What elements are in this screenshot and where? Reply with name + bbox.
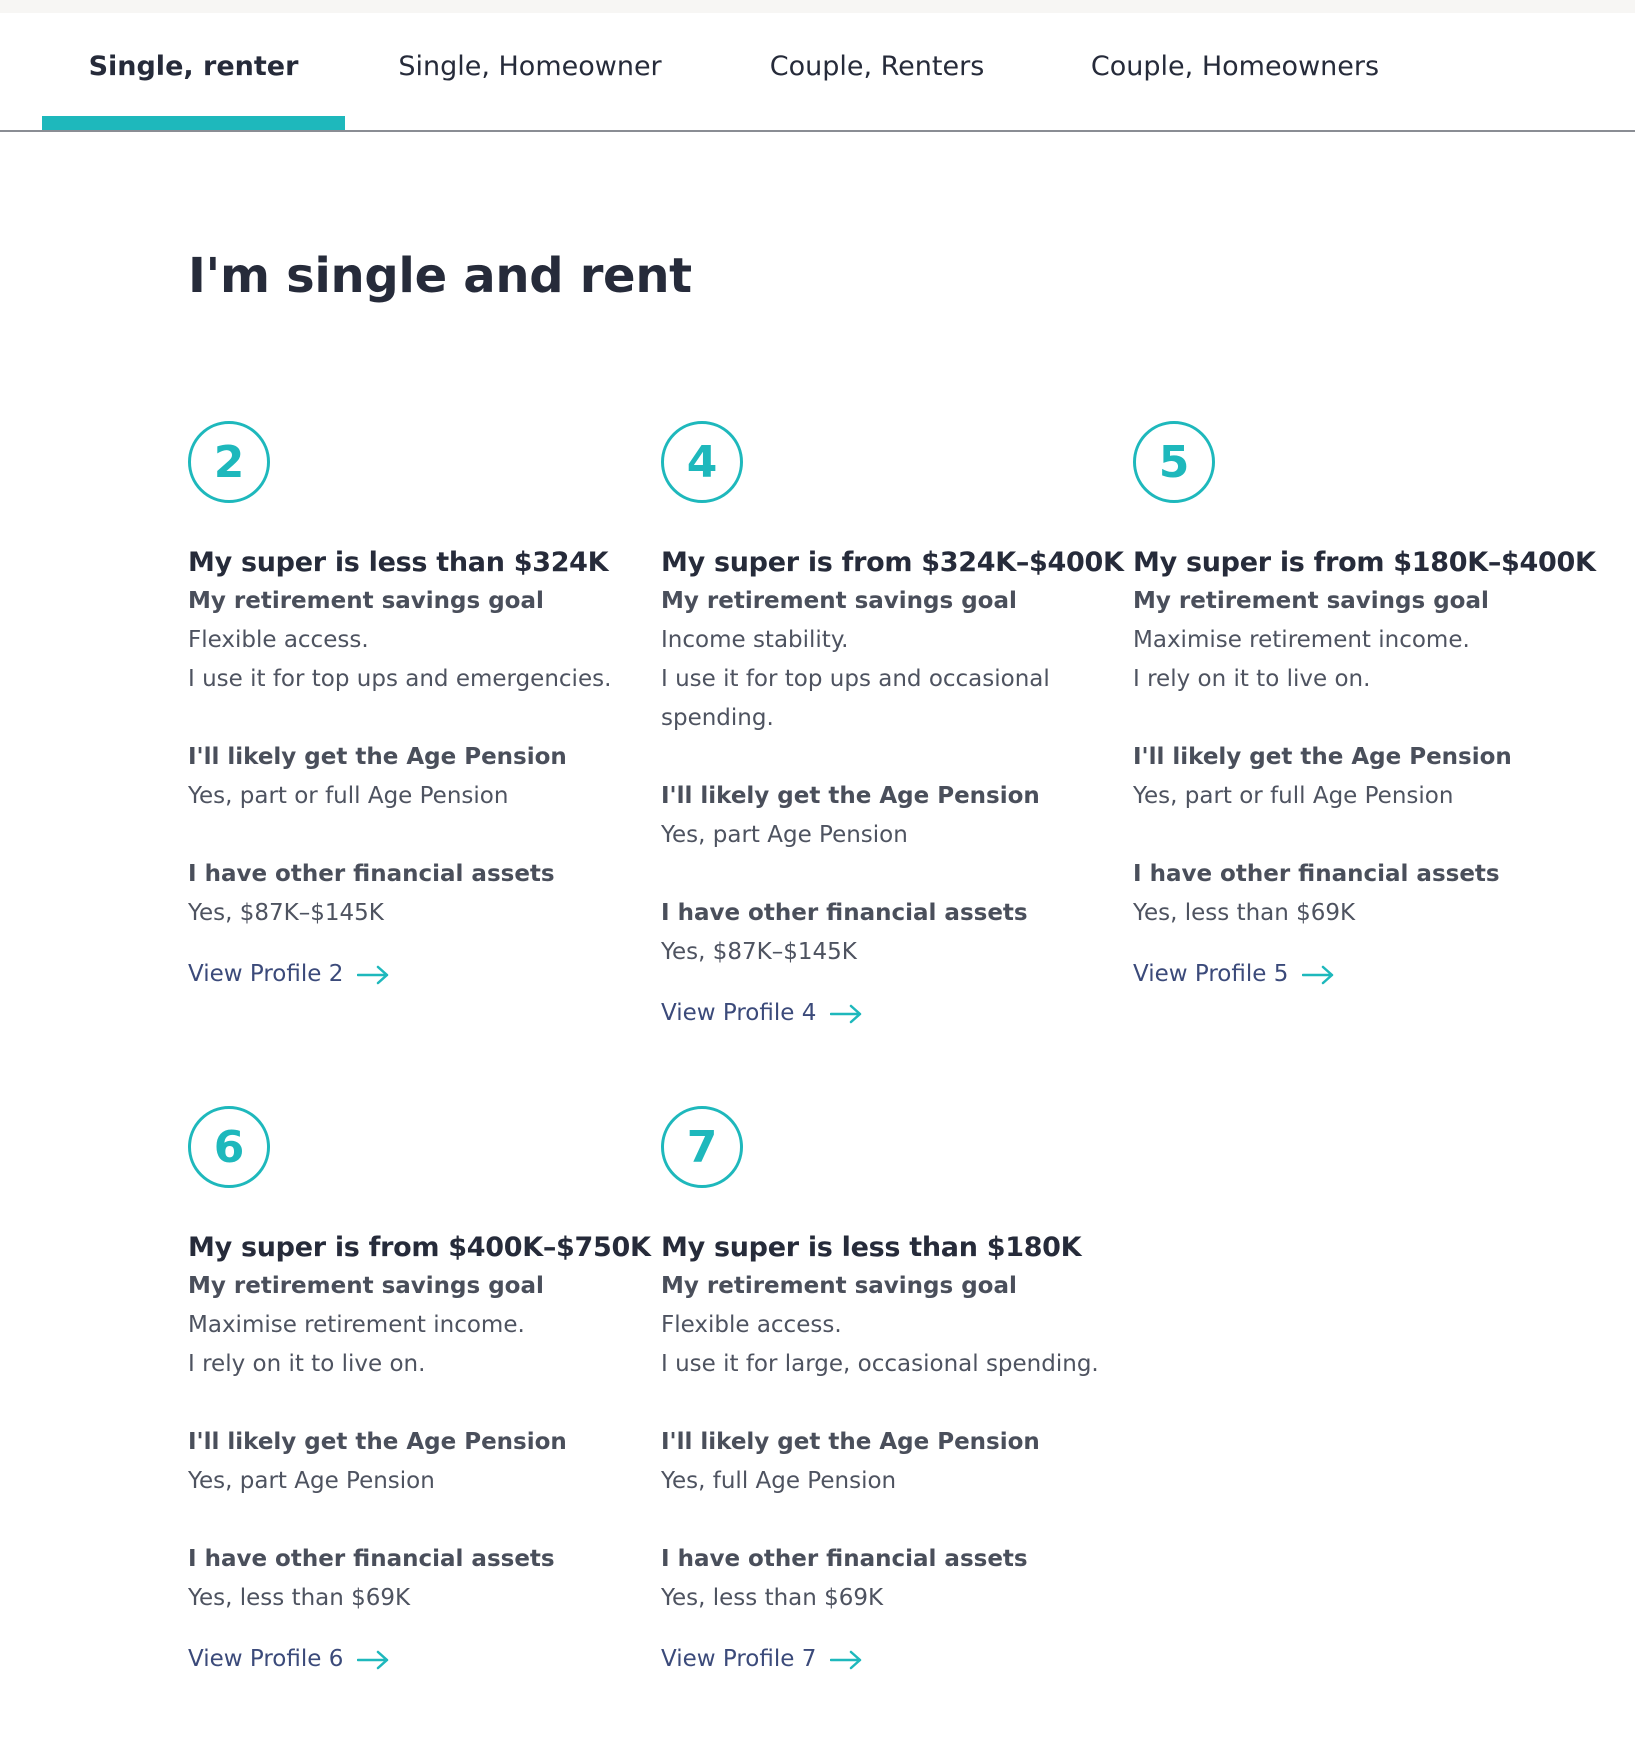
pension-label: I'll likely get the Age Pension xyxy=(1133,744,1512,770)
pension-label: I'll likely get the Age Pension xyxy=(188,744,567,770)
tab-label: Single, renter xyxy=(88,51,299,82)
profile-card-6 xyxy=(188,1106,651,1679)
assets-label: I have other financial assets xyxy=(661,1546,1028,1572)
pension-value: Yes, full Age Pension xyxy=(661,1468,897,1494)
profile-tabs xyxy=(0,13,1635,132)
pension-value: Yes, part Age Pension xyxy=(188,1468,435,1494)
profile-card-2 xyxy=(188,421,618,994)
super-range-title: My super is from $180K–$400K xyxy=(1133,547,1596,578)
arrow-right-icon xyxy=(1302,965,1334,985)
goal-line-1: Maximise retirement income. xyxy=(1133,627,1470,653)
pension-value: Yes, part or full Age Pension xyxy=(1133,783,1454,809)
pension-label: I'll likely get the Age Pension xyxy=(661,1429,1040,1455)
profile-number-badge: 4 xyxy=(661,421,743,503)
profile-number-badge: 6 xyxy=(188,1106,270,1188)
goal-label: My retirement savings goal xyxy=(188,1273,544,1299)
tab-couple-homeowners[interactable] xyxy=(1088,13,1382,130)
assets-value: Yes, $87K–$145K xyxy=(661,939,857,965)
tab-single-homeowner[interactable] xyxy=(390,13,670,130)
goal-line-2: I rely on it to live on. xyxy=(1133,666,1371,692)
view-profile-5-link[interactable] xyxy=(1133,955,1334,994)
profile-card-4 xyxy=(661,421,1124,1033)
profile-number-badge: 5 xyxy=(1133,421,1215,503)
goal-line-1: Flexible access. xyxy=(661,1312,842,1338)
goal-line-2: I use it for large, occasional spending. xyxy=(661,1351,1099,1377)
pension-value: Yes, part or full Age Pension xyxy=(188,783,509,809)
top-strip xyxy=(0,0,1635,13)
pension-value: Yes, part Age Pension xyxy=(661,822,908,848)
assets-value: Yes, less than $69K xyxy=(1133,900,1356,926)
profile-number-badge: 7 xyxy=(661,1106,743,1188)
tab-label: Single, Homeowner xyxy=(398,51,662,82)
assets-label: I have other financial assets xyxy=(188,1546,555,1572)
link-label: View Profile 4 xyxy=(661,1000,817,1026)
arrow-right-icon xyxy=(830,1004,862,1024)
assets-label: I have other financial assets xyxy=(661,900,1028,926)
arrow-right-icon xyxy=(357,965,389,985)
view-profile-7-link[interactable] xyxy=(661,1640,862,1679)
tab-couple-renters[interactable] xyxy=(760,13,994,130)
arrow-right-icon xyxy=(830,1650,862,1670)
goal-line-1: Flexible access. xyxy=(188,627,369,653)
profile-card-5 xyxy=(1133,421,1596,994)
tab-label: Couple, Homeowners xyxy=(1090,51,1380,82)
super-range-title: My super is from $400K–$750K xyxy=(188,1232,651,1263)
goal-label: My retirement savings goal xyxy=(1133,588,1489,614)
goal-line-1: Income stability. xyxy=(661,627,849,653)
view-profile-2-link[interactable] xyxy=(188,955,389,994)
profile-card-7 xyxy=(661,1106,1121,1679)
profile-number-badge: 2 xyxy=(188,421,270,503)
link-label: View Profile 6 xyxy=(188,1646,344,1672)
assets-label: I have other financial assets xyxy=(1133,861,1500,887)
assets-label: I have other financial assets xyxy=(188,861,555,887)
super-range-title: My super is less than $180K xyxy=(661,1232,1082,1263)
tab-label: Couple, Renters xyxy=(769,51,985,82)
tab-single-renter[interactable] xyxy=(42,13,345,130)
link-label: View Profile 2 xyxy=(188,961,344,987)
link-label: View Profile 7 xyxy=(661,1646,817,1672)
goal-line-1: Maximise retirement income. xyxy=(188,1312,525,1338)
assets-value: Yes, $87K–$145K xyxy=(188,900,384,926)
goal-label: My retirement savings goal xyxy=(661,588,1017,614)
link-label: View Profile 5 xyxy=(1133,961,1289,987)
arrow-right-icon xyxy=(357,1650,389,1670)
assets-value: Yes, less than $69K xyxy=(661,1585,884,1611)
super-range-title: My super is less than $324K xyxy=(188,547,609,578)
goal-line-2: I rely on it to live on. xyxy=(188,1351,426,1377)
active-tab-indicator xyxy=(42,116,345,130)
page-title: I'm single and rent xyxy=(188,248,692,304)
goal-label: My retirement savings goal xyxy=(188,588,544,614)
view-profile-6-link[interactable] xyxy=(188,1640,389,1679)
goal-line-2: I use it for top ups and occasional spending. xyxy=(661,666,1050,731)
view-profile-4-link[interactable] xyxy=(661,994,862,1033)
goal-label: My retirement savings goal xyxy=(661,1273,1017,1299)
assets-value: Yes, less than $69K xyxy=(188,1585,411,1611)
goal-line-2: I use it for top ups and emergencies. xyxy=(188,666,612,692)
pension-label: I'll likely get the Age Pension xyxy=(188,1429,567,1455)
pension-label: I'll likely get the Age Pension xyxy=(661,783,1040,809)
super-range-title: My super is from $324K–$400K xyxy=(661,547,1124,578)
